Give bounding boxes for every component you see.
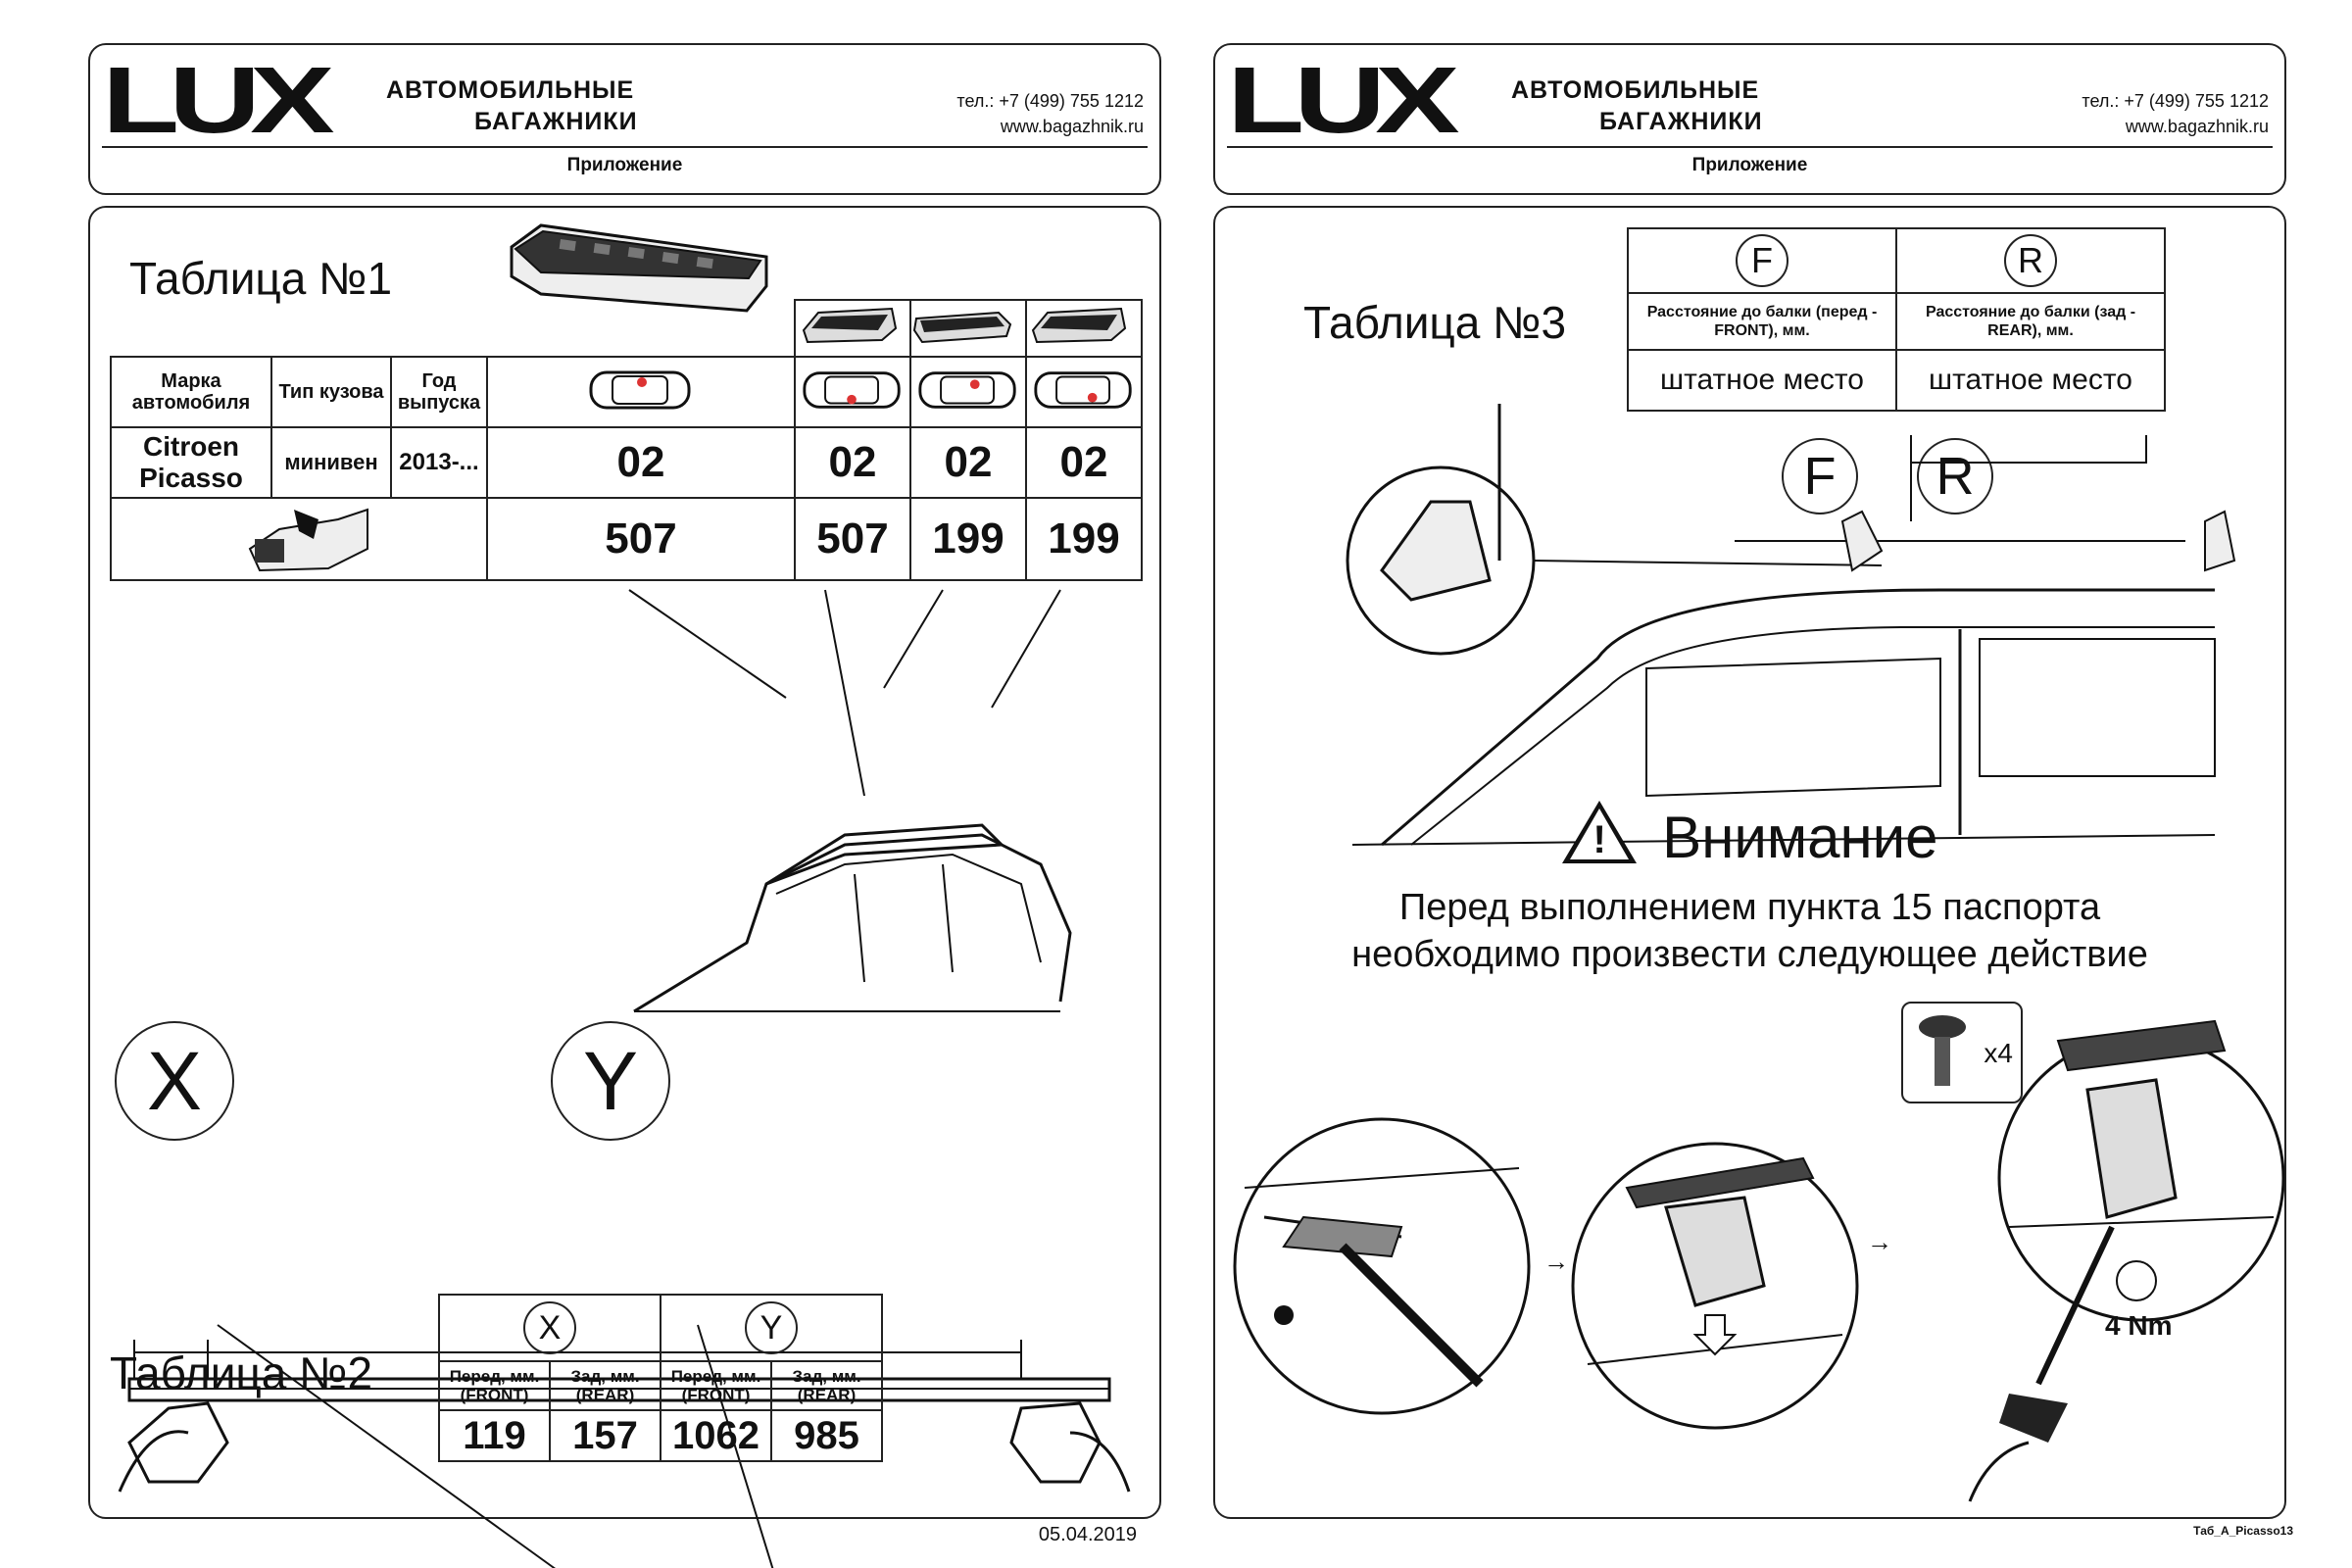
arrow-icon: →	[1867, 1227, 1892, 1256]
left-panel	[88, 206, 1161, 1519]
table2-title: Таблица №2	[110, 1348, 373, 1398]
warning-text	[1215, 884, 2284, 978]
car-make: Citroen Picasso	[111, 427, 271, 498]
warning-icon: !	[1562, 801, 1637, 863]
site-link[interactable]: www.bagazhnik.ru	[1000, 117, 1144, 136]
arrow-icon: →	[1544, 1247, 1569, 1276]
contact-info	[2082, 88, 2269, 139]
warning-title-text: Внимание	[1662, 805, 1938, 870]
code-cell: 02	[910, 427, 1026, 498]
r-circle-small: R	[2004, 234, 2057, 287]
car-top-icon-3	[910, 357, 1026, 427]
left-page	[0, 0, 1166, 1568]
f-label-circle: F	[1782, 438, 1858, 514]
table3-r-desc: Расстояние до балки (зад - REAR), мм.	[1896, 293, 2165, 350]
table2-value: 157	[550, 1410, 661, 1461]
brand-subtitle	[1511, 74, 1763, 137]
table2-front-y: Перед, мм. (FRONT)	[661, 1361, 771, 1410]
section-title: Приложение	[1691, 155, 1808, 175]
table3-f-header	[1628, 228, 1896, 293]
step-1-illustration	[1225, 1109, 1539, 1423]
brand-logo: LUX	[102, 48, 324, 153]
right-panel	[1213, 206, 2286, 1519]
bracket-icon	[111, 498, 487, 580]
code-cell: 02	[487, 427, 795, 498]
phone-text: тел.: +7 (499) 755 1212	[2082, 91, 2269, 111]
car-top-icon-4	[1026, 357, 1142, 427]
car-year: 2013-...	[391, 427, 487, 498]
footer-code: Таб_А_Picasso13	[2193, 1524, 2293, 1538]
table1-header-make: Марка автомобиля	[111, 357, 271, 427]
part-cell: 199	[910, 498, 1026, 580]
header-right	[1213, 43, 2286, 195]
brand-subtitle-line1: АВТОМОБИЛЬНЫЕ	[386, 76, 635, 104]
car-roof-illustration	[1352, 404, 2234, 845]
car-top-icon-2	[795, 357, 910, 427]
table2-value: 1062	[661, 1410, 771, 1461]
table1-title: Таблица №1	[129, 253, 393, 304]
table3-r-value: штатное место	[1896, 350, 2165, 411]
table3-r-header	[1896, 228, 2165, 293]
y-circle-small: Y	[745, 1301, 798, 1354]
table1-header-body: Тип кузова	[271, 357, 391, 427]
y-label-circle: Y	[551, 1021, 670, 1141]
table2-front-x: Перед, мм. (FRONT)	[439, 1361, 550, 1410]
part-cell: 507	[795, 498, 910, 580]
r-label-circle: R	[1917, 438, 1993, 514]
x-label-circle: X	[115, 1021, 234, 1141]
warning-heading	[1215, 801, 2284, 871]
warning-line1: Перед выполнением пункта 15 паспорта	[1398, 887, 2101, 928]
car-side-illustration	[629, 590, 1158, 1031]
screw-qty: x4	[1984, 1038, 2013, 1068]
site-link[interactable]: www.bagazhnik.ru	[2125, 117, 2269, 136]
table1-header-year: Год выпуска	[391, 357, 487, 427]
table3-f-desc: Расстояние до балки (перед - FRONT), мм.	[1628, 293, 1896, 350]
phone-text: тел.: +7 (499) 755 1212	[956, 91, 1144, 111]
section-title: Приложение	[566, 155, 683, 175]
contact-info	[956, 88, 1144, 139]
header-divider	[1227, 146, 2273, 148]
header-left	[88, 43, 1161, 195]
step-3-illustration	[1862, 1002, 2274, 1511]
code-cell: 02	[795, 427, 910, 498]
brand-subtitle-line2: БАГАЖНИКИ	[1599, 108, 1763, 135]
car-body: минивен	[271, 427, 391, 498]
table2-y-header	[661, 1295, 882, 1361]
table2-rear-x: Зад, мм. (REAR)	[550, 1361, 661, 1410]
table2	[438, 1294, 883, 1462]
table2-x-header	[439, 1295, 661, 1361]
footer-date: 05.04.2019	[1038, 1524, 1137, 1545]
table2-value: 119	[439, 1410, 550, 1461]
car-top-icon	[487, 357, 795, 427]
right-page	[1127, 0, 2293, 1568]
brand-subtitle	[386, 74, 638, 137]
code-cell: 02	[1026, 427, 1142, 498]
warning-line2: необходимо произвести следующее действие	[1351, 934, 2148, 975]
brand-subtitle-line2: БАГАЖНИКИ	[474, 108, 638, 135]
part-cell: 199	[1026, 498, 1142, 580]
brand-subtitle-line1: АВТОМОБИЛЬНЫЕ	[1511, 76, 1760, 104]
brand-logo: LUX	[1227, 48, 1449, 153]
step-2-illustration	[1568, 1139, 1862, 1433]
table3-title: Таблица №3	[1303, 297, 1567, 348]
part-cell: 507	[487, 498, 795, 580]
torque-label: 4 Nm	[2105, 1310, 2173, 1341]
table3-f-value: штатное место	[1628, 350, 1896, 411]
table2-value: 985	[771, 1410, 882, 1461]
x-circle-small: X	[523, 1301, 576, 1354]
f-circle-small: F	[1736, 234, 1788, 287]
header-divider	[102, 146, 1148, 148]
table2-rear-y: Зад, мм. (REAR)	[771, 1361, 882, 1410]
table1	[110, 299, 1143, 581]
table3	[1627, 227, 2166, 412]
